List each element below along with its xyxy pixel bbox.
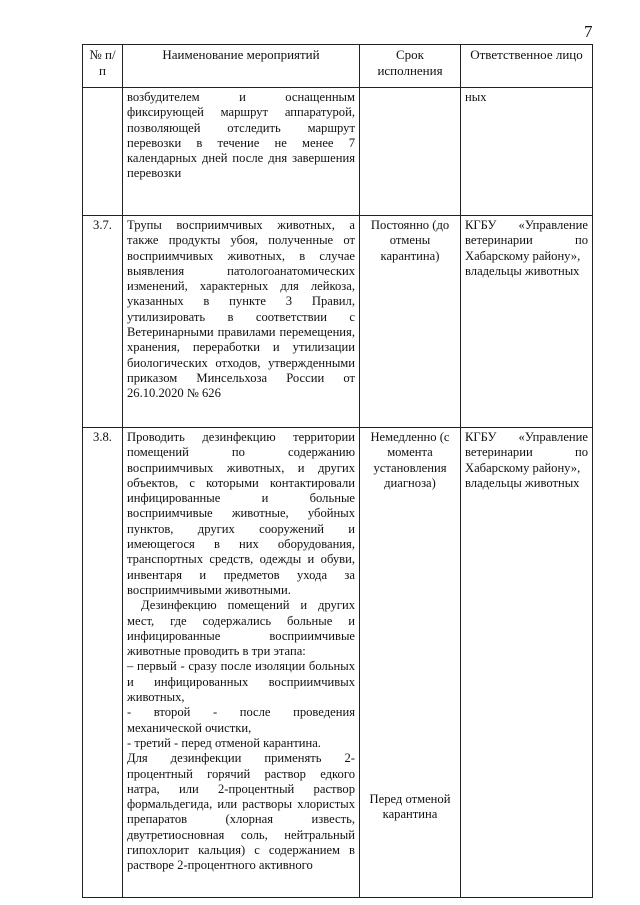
- responsible-org: КГБУ «Управление ветеринарии по Хабарскому району»,: [465, 430, 588, 475]
- cell-name: возбудителем и оснащенным фиксирующей маршрут аппаратурой, позволяющей отследить маршрут перевозки в течение не менее 7 календарных дней после дня завершения перевозки: [123, 88, 360, 216]
- header-num: № п/п: [83, 45, 123, 88]
- header-responsible: Ответственное лицо: [461, 45, 593, 88]
- term-immediately: Немедленно (с момента установления диагноза): [370, 430, 450, 490]
- table-row: [83, 216, 593, 428]
- cell-responsible: [461, 216, 593, 428]
- cell-responsible: [461, 428, 593, 898]
- responsible-org: КГБУ «Управление ветеринарии по Хабарскому району»,: [465, 218, 588, 263]
- page-number: 7: [584, 22, 593, 41]
- cell-num: 3.8.: [83, 428, 123, 898]
- cell-term: [360, 428, 461, 898]
- stage-third: - третий - перед отменой карантина.: [127, 735, 321, 750]
- header-name: Наименование мероприятий: [123, 45, 360, 88]
- paragraph-disinfection: Проводить дезинфекцию территории помещений по содержанию восприимчивых животных, и других объектов, с которыми контактировали инфицированные и больные восприимчивые животные, убойных пунктов, других сооружений и имеющегося в них оборудования, транспортных средств, одежды и обуви, инвентаря и предметов ухода за восприимчивыми животными.: [127, 430, 355, 597]
- activities-table: [82, 44, 593, 898]
- paragraph-stages-intro: Дезинфекцию помещений и других мест, где содержались больные и инфицированные восприимчивые животные проводить в три этапа:: [127, 598, 355, 659]
- stage-second: - второй - после проведения механической очистки,: [127, 705, 355, 735]
- cell-name: [123, 428, 360, 898]
- cell-term: [360, 88, 461, 216]
- cell-responsible: ных: [461, 88, 593, 216]
- cell-term: Постоянно (до отмены карантина): [360, 216, 461, 428]
- term-spacer: [364, 491, 456, 792]
- header-term: Срок исполнения: [360, 45, 461, 88]
- table-header-row: [83, 45, 593, 88]
- responsible-owners: владельцы животных: [465, 475, 580, 490]
- paragraph-agents: Для дезинфекции применять 2-процентный горячий раствор едкого натра, или 2-процентный раствор формальдегида, или растворы хлористых препаратов (хлорная известь, двутретиосновная соль, нейтральный гипохлорит кальция) с содержанием в растворе 2-процентного активного: [127, 751, 355, 873]
- table-row: [83, 428, 593, 898]
- stage-first: – первый - сразу после изоляции больных и инфицированных восприимчивых животных,: [127, 659, 355, 705]
- cell-num: 3.7.: [83, 216, 123, 428]
- cell-name: Трупы восприимчивых животных, а также продукты убоя, полученные от восприимчивых животных, в случае выявления патологоанатомических изменений, характерных для лейкоза, указанных в пункте 3 Правил, утилизировать в соответствии с Ветеринарными правилами перемещения, хранения, переработки и утилизации биологических отходов, утвержденными приказом Минсельхоза России от 26.10.2020 № 626: [123, 216, 360, 428]
- responsible-owners: владельцы животных: [465, 263, 580, 278]
- term-before-quarantine-end: Перед отменой карантина: [369, 792, 451, 822]
- table-row-continuation: [83, 88, 593, 216]
- cell-num: [83, 88, 123, 216]
